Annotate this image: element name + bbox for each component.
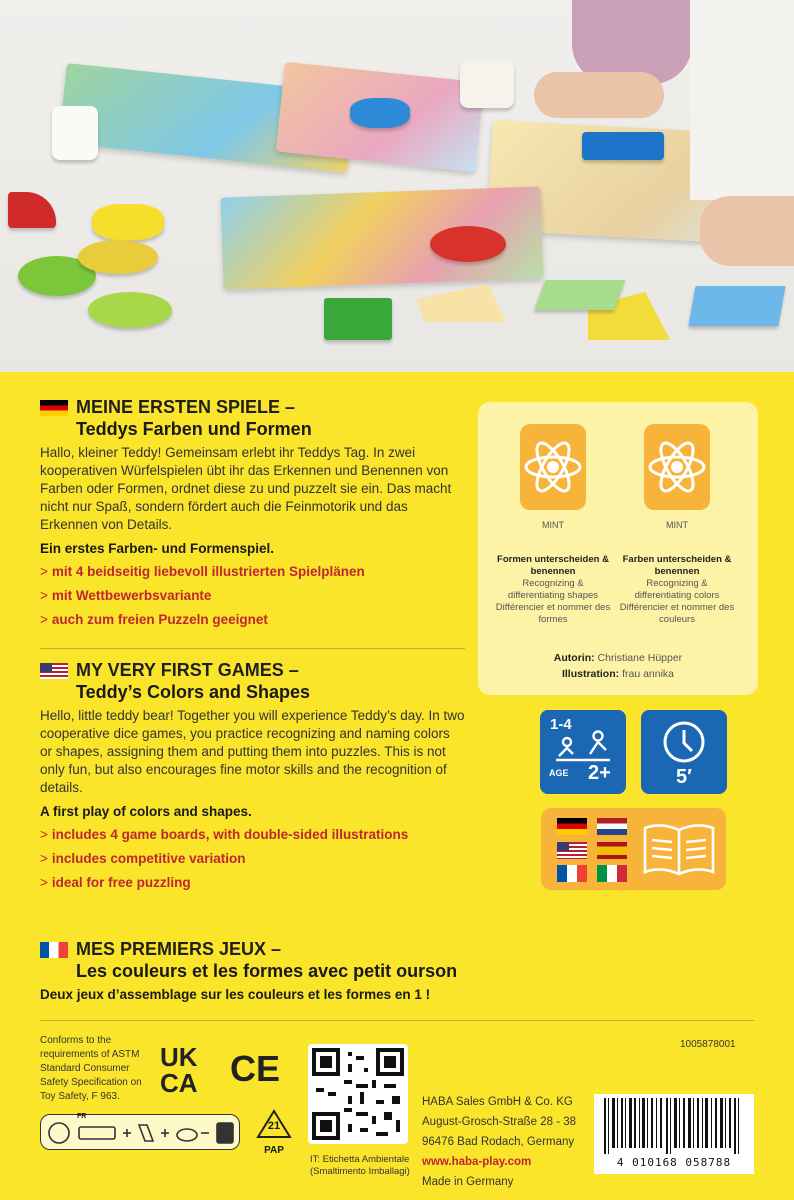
mint-tile-colors bbox=[644, 424, 710, 510]
red-triangle-piece bbox=[8, 192, 56, 228]
bullet-marker: > bbox=[40, 612, 48, 627]
skill-fr: Différencier et nommer des formes bbox=[495, 602, 611, 625]
section-fr bbox=[40, 938, 754, 1004]
skill-colors bbox=[617, 554, 737, 626]
heading-de bbox=[40, 396, 465, 418]
company-block bbox=[422, 1092, 576, 1192]
bullet-item bbox=[40, 847, 465, 871]
bullets-de bbox=[40, 560, 465, 632]
qr-pattern bbox=[308, 1044, 408, 1144]
bullet-text: includes 4 game boards, with double-sided illustrations bbox=[51, 827, 409, 842]
illustration-label: Illustration: bbox=[561, 668, 620, 680]
bullet-text: mit Wettbewerbsvariante bbox=[51, 588, 212, 603]
flag-de-icon bbox=[557, 818, 587, 835]
bullets-en bbox=[40, 823, 465, 895]
company-city: 96476 Bad Rodach, Germany bbox=[422, 1136, 575, 1148]
recycling-guide bbox=[40, 1114, 240, 1150]
heading-en bbox=[40, 659, 465, 681]
barcode-bars bbox=[594, 1094, 754, 1156]
divider bbox=[40, 1020, 754, 1021]
duration-value: 5′ bbox=[676, 766, 692, 788]
pap-mark bbox=[254, 1108, 294, 1158]
green-triangle-card bbox=[535, 280, 626, 310]
ukca-top: UK bbox=[160, 1042, 198, 1072]
recycle-prefix: FR bbox=[77, 1113, 87, 1120]
recycling-icons bbox=[41, 1115, 241, 1151]
pap-number: 21 bbox=[267, 1120, 281, 1132]
info-card bbox=[478, 402, 758, 695]
flag-de-icon bbox=[40, 400, 68, 416]
title-de: MEINE ERSTEN SPIELE – bbox=[76, 397, 296, 417]
red-circle-piece bbox=[430, 226, 506, 262]
back-panel bbox=[0, 372, 794, 1200]
body-de: Hallo, kleiner Teddy! Gemeinsam erlebt ihr Teddys Tag. In zwei kooperativen Würfelspielen übt ihr das Erkennen und Benennen von Farben oder Formen, ordnet diese zu und puzzelt sie ein. Das macht nicht nur Spaß, sondern fördert auch die Feinmotorik und das Erkennen von Details. bbox=[40, 445, 452, 532]
skill-shapes bbox=[493, 554, 613, 626]
flag-us-icon bbox=[40, 663, 68, 679]
mint-label: MINT bbox=[666, 520, 688, 530]
skill-de: Formen unterscheiden & benennen bbox=[497, 554, 609, 577]
dice-left bbox=[52, 106, 98, 160]
company-name: HABA Sales GmbH & Co. KG bbox=[422, 1096, 573, 1108]
bullet-text: ideal for free puzzling bbox=[51, 875, 191, 890]
mint-label: MINT bbox=[542, 520, 564, 530]
adult-hand bbox=[700, 196, 794, 266]
divider bbox=[40, 648, 465, 649]
bullet-item bbox=[40, 608, 465, 632]
title-en: MY VERY FIRST GAMES – bbox=[76, 660, 299, 680]
article-number: 1005878001 bbox=[680, 1039, 736, 1050]
ce-mark: CE bbox=[230, 1048, 281, 1089]
triangle-card-piece bbox=[416, 284, 506, 322]
atom-icon bbox=[520, 424, 586, 510]
subtitle-fr: Les couleurs et les formes avec petit ourson bbox=[76, 961, 458, 981]
website-link[interactable]: www.haba-play.com bbox=[422, 1156, 532, 1168]
bullet-item bbox=[40, 584, 465, 608]
mint-tile-shapes bbox=[520, 424, 586, 510]
body-en: Hello, little teddy bear! Together you will experience Teddy’s day. In two cooperative dice games, you practice recognizing and naming colors or shapes, assigning them and putting them into puzzles. This is not only fun, but also encourages fine motor skills and the recognition of details. bbox=[40, 708, 465, 795]
barcode-number: 4 010168 058788 bbox=[616, 1156, 732, 1169]
product-photo bbox=[0, 0, 794, 372]
bullet-item bbox=[40, 560, 465, 584]
atom-icon bbox=[644, 424, 710, 510]
title-fr: MES PREMIERS JEUX – bbox=[76, 939, 282, 959]
bullet-item bbox=[40, 871, 465, 895]
pap-label: PAP bbox=[264, 1145, 284, 1156]
bullet-item bbox=[40, 823, 465, 847]
lead-en: A first play of colors and shapes. bbox=[40, 804, 252, 819]
yellow-circle-piece bbox=[78, 240, 158, 274]
flag-fr-icon bbox=[557, 865, 587, 882]
bullet-text: auch zum freien Puzzeln geeignet bbox=[51, 612, 268, 627]
players-range: 1-4 bbox=[550, 716, 572, 733]
age-value: 2+ bbox=[588, 762, 611, 784]
age-label: AGE bbox=[549, 768, 569, 778]
bullet-marker: > bbox=[40, 827, 48, 842]
flag-nl-icon bbox=[597, 818, 627, 835]
author-label: Autorin: bbox=[553, 652, 595, 664]
dice-right bbox=[460, 60, 514, 108]
bullet-text: includes competitive variation bbox=[51, 851, 246, 866]
section-en bbox=[40, 659, 465, 905]
ukca-bottom: CA bbox=[160, 1068, 198, 1098]
blue-square-piece bbox=[582, 132, 664, 160]
barcode bbox=[594, 1094, 754, 1174]
blue-flower-piece bbox=[350, 98, 410, 128]
illustrator-name: frau annika bbox=[622, 668, 675, 680]
flag-it-icon bbox=[597, 865, 627, 882]
bullet-marker: > bbox=[40, 588, 48, 603]
ukca-mark bbox=[160, 1044, 198, 1096]
subtitle-de: Teddys Farben und Formen bbox=[76, 419, 312, 439]
duration-box bbox=[641, 710, 727, 794]
adult-arm bbox=[690, 0, 794, 200]
lead-fr: Deux jeux d’assemblage sur les couleurs et les formes en 1 ! bbox=[40, 987, 431, 1002]
green-circle-flat-piece bbox=[88, 292, 172, 328]
skill-fr: Différencier et nommer des couleurs bbox=[619, 602, 735, 625]
bullet-marker: > bbox=[40, 851, 48, 866]
subtitle-en: Teddy’s Colors and Shapes bbox=[76, 682, 311, 702]
bullet-text: mit 4 beidseitig liebevoll illustrierten Spielplänen bbox=[51, 564, 365, 579]
rules-booklet-icon bbox=[641, 820, 717, 880]
players-icon bbox=[540, 710, 626, 794]
astm-text: Conforms to the requirements of ASTM Standard Consumer Safety Specification on Toy Safety, F 963. bbox=[40, 1035, 142, 1102]
qr-code bbox=[308, 1044, 408, 1144]
flag-us-icon bbox=[557, 842, 587, 859]
players-age-box bbox=[540, 710, 626, 794]
company-street: August-Grosch-Straße 28 - 38 bbox=[422, 1116, 577, 1128]
flag-fr-icon bbox=[40, 942, 68, 958]
green-square-piece bbox=[324, 298, 392, 340]
blue-square-card bbox=[688, 286, 785, 326]
bullet-marker: > bbox=[40, 875, 48, 890]
flag-es-icon bbox=[597, 842, 627, 859]
yellow-flower-piece bbox=[92, 204, 164, 240]
lead-de: Ein erstes Farben- und Formenspiel. bbox=[40, 541, 275, 556]
author-line bbox=[478, 652, 758, 664]
author-name: Christiane Hüpper bbox=[597, 652, 683, 664]
section-de bbox=[40, 396, 465, 642]
skill-en: Recognizing & differentiating colors bbox=[634, 578, 720, 601]
heading-fr bbox=[40, 938, 754, 960]
illustration-line bbox=[478, 668, 758, 680]
skill-de: Farben unterscheiden & benennen bbox=[622, 554, 732, 577]
made-in: Made in Germany bbox=[422, 1176, 514, 1188]
skill-en: Recognizing & differentiating shapes bbox=[507, 578, 599, 601]
it-label: IT: Etichetta Ambientale (Smaltimento Imballagi) bbox=[310, 1154, 410, 1177]
child-hand bbox=[534, 72, 664, 118]
text-column bbox=[40, 396, 465, 905]
languages-card bbox=[541, 808, 726, 890]
bullet-marker: > bbox=[40, 564, 48, 579]
legal-area bbox=[0, 1024, 794, 1200]
